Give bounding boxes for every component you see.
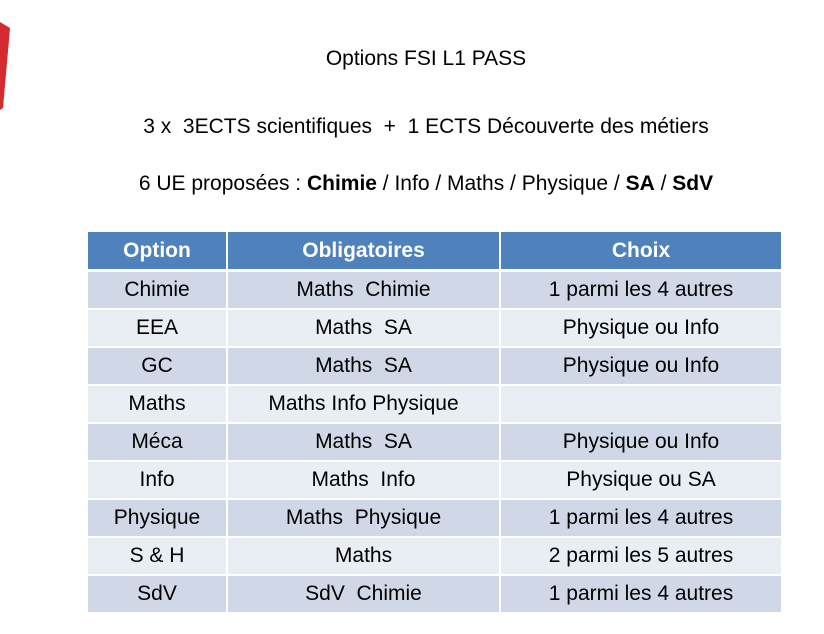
obligatoires-cell: Maths	[227, 537, 500, 575]
table-row	[88, 423, 781, 461]
choix-cell: Physique ou Info	[500, 347, 781, 385]
table-row	[88, 347, 781, 385]
choix-cell: 2 parmi les 5 autres	[500, 537, 781, 575]
ue-separator: / Info / Maths / Physique /	[376, 172, 626, 195]
table-row	[88, 309, 781, 347]
choix-cell: 1 parmi les 4 autres	[500, 575, 781, 613]
ue-prefix: 6 UE proposées :	[138, 172, 307, 195]
table-row	[88, 575, 781, 613]
table-row	[88, 271, 781, 310]
header-choix: Choix	[500, 232, 781, 271]
ue-sdv: SdV	[672, 172, 714, 195]
ue-sa: SA	[625, 172, 655, 195]
obligatoires-cell: Maths Chimie	[227, 271, 500, 310]
header-option: Option	[88, 232, 227, 271]
page-title: Options FSI L1 PASS	[325, 47, 527, 70]
ects-description: 3 x 3ECTS scientifiques + 1 ECTS Découverte des métiers	[143, 115, 709, 138]
table-row	[88, 537, 781, 575]
choix-cell	[500, 385, 781, 423]
table-row	[88, 385, 781, 423]
choix-cell: Physique ou SA	[500, 461, 781, 499]
ue-separator: /	[654, 172, 673, 195]
option-cell: GC	[88, 347, 227, 385]
choix-cell: Physique ou Info	[500, 423, 781, 461]
option-cell: Méca	[88, 423, 227, 461]
obligatoires-cell: Maths SA	[227, 347, 500, 385]
choix-cell: Physique ou Info	[500, 309, 781, 347]
choix-cell: 1 parmi les 4 autres	[500, 271, 781, 310]
option-cell: SdV	[88, 575, 227, 613]
table-header-row	[88, 232, 781, 271]
table-row	[88, 499, 781, 537]
options-table	[88, 232, 781, 614]
choix-cell: 1 parmi les 4 autres	[500, 499, 781, 537]
ue-list	[0, 171, 824, 197]
ue-chimie: Chimie	[306, 172, 377, 195]
option-cell: Maths	[88, 385, 227, 423]
option-cell: EEA	[88, 309, 227, 347]
option-cell: S & H	[88, 537, 227, 575]
option-cell: Info	[88, 461, 227, 499]
table-row	[88, 461, 781, 499]
obligatoires-cell: Maths Physique	[227, 499, 500, 537]
obligatoires-cell: Maths SA	[227, 309, 500, 347]
obligatoires-cell: SdV Chimie	[227, 575, 500, 613]
option-cell: Chimie	[88, 271, 227, 310]
obligatoires-cell: Maths SA	[227, 423, 500, 461]
header-obligatoires: Obligatoires	[227, 232, 500, 271]
obligatoires-cell: Maths Info	[227, 461, 500, 499]
option-cell: Physique	[88, 499, 227, 537]
obligatoires-cell: Maths Info Physique	[227, 385, 500, 423]
